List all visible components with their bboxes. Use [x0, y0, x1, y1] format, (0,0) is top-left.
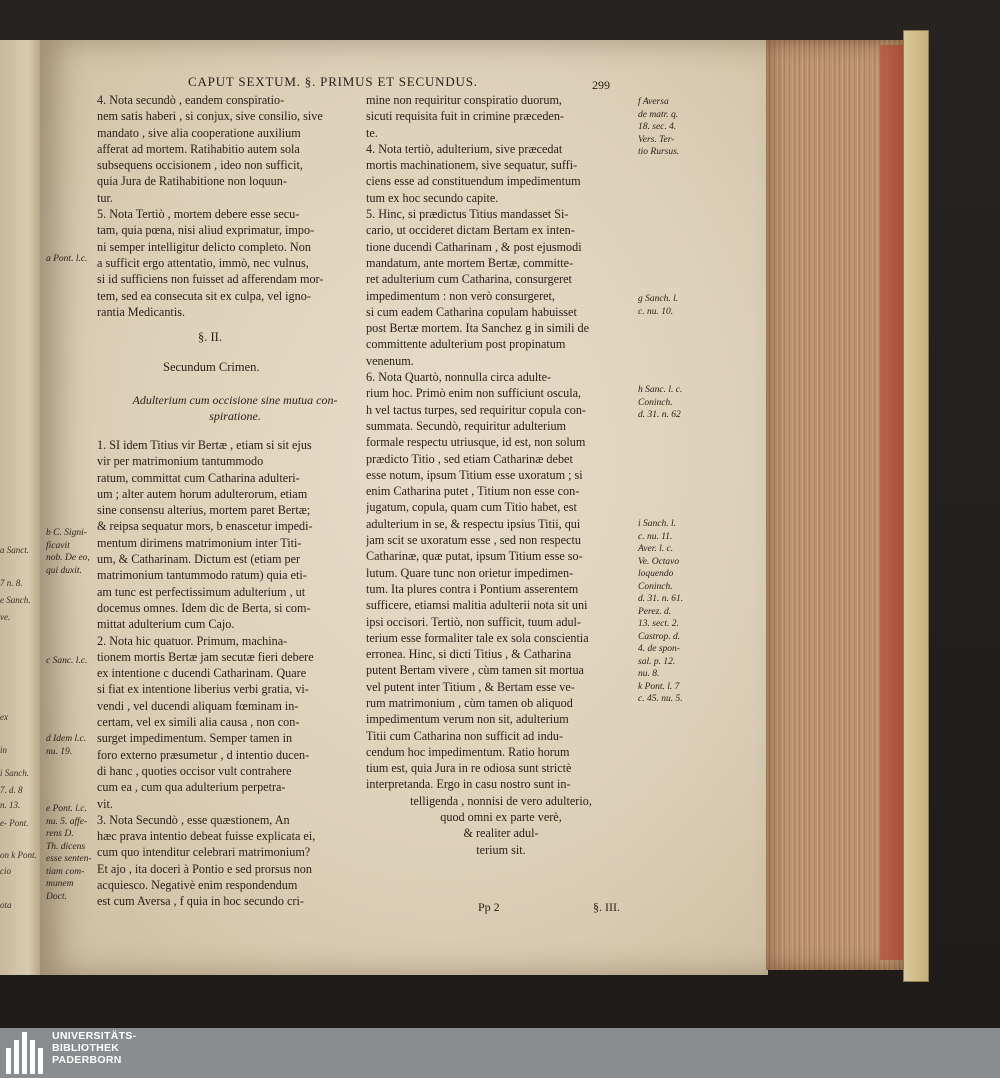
text-line: mandatum, ante mortem Bertæ, committe-	[366, 255, 574, 270]
margin-note-line: nob. De eo,	[46, 553, 90, 563]
margin-note-line: ficavit	[46, 540, 70, 551]
paragraph-2	[97, 633, 357, 812]
margin-note-a	[46, 253, 87, 266]
margin-note-line: 18. sec. 4.	[638, 122, 677, 132]
paragraph-4-right	[366, 141, 636, 206]
text-line: jugatum, copula, quam cum Titio habet, est	[366, 500, 577, 515]
paragraph-5-right	[366, 206, 636, 369]
text-line: ciens esse ad constituendum impedimentum	[366, 174, 581, 189]
margin-note-line: Coninch.	[638, 581, 673, 592]
text-line: tionem mortis Bertæ jam secutæ fieri debere	[97, 649, 314, 664]
text-line: & realiter adul-	[463, 826, 539, 841]
text-line: 5. Nota Tertiò , mortem debere esse secu-	[97, 207, 300, 222]
text-line: sufficere, etiamsi malitia adulterii nota sit uni	[366, 598, 588, 613]
library-name-line1: UNIVERSITÄTS-	[52, 1030, 137, 1042]
text-line: hæc prava intentio debeat fuisse explicata ei,	[97, 829, 316, 844]
text-line: 6. Nota Quartò, nonnulla circa adulte-	[366, 370, 552, 385]
text-line: impedimentum verum non sit, adulterium	[366, 712, 569, 727]
margin-note-line: nu. 8.	[638, 669, 660, 679]
text-line: nem satis haberi , si conjux, sive consilio, sive	[97, 109, 323, 124]
text-line: ret adulterium cum Catharina, consurgeret	[366, 272, 572, 287]
margin-note-line: Perez. d.	[638, 606, 672, 617]
text-line: 5. Hinc, si prædictus Titius mandasset Si-	[366, 207, 569, 222]
signature-mark: Pp 2	[478, 900, 500, 914]
margin-note-line: i Sanch. l.	[638, 519, 676, 529]
facing-page-fragment: 7. d. 8	[0, 785, 23, 795]
text-line: Catharinæ, quæ putat, ipsum Titium esse so-	[366, 549, 583, 564]
margin-note-line: tio Rursus.	[638, 147, 680, 157]
text-line: vel putent inter Titium , & Bertam esse ve-	[366, 679, 575, 694]
text-line: surget impedimentum. Semper tamen in	[97, 731, 293, 746]
text-line: si cum eadem Catharina copulam habuisset	[366, 304, 577, 319]
margin-note-line: b C. Signi-	[46, 528, 87, 538]
text-line: 4. Nota secundò , eandem conspiratio-	[97, 93, 285, 107]
margin-note-line: c Sanc. l.c.	[46, 656, 88, 666]
text-line: erronea. Hinc, si dicti Titius , & Catharina	[366, 647, 572, 662]
text-line: esse notum, ipsum Titium esse uxoratum ; si	[366, 467, 583, 482]
text-line: enim Catharina putet , Titium non esse con-	[366, 484, 580, 499]
text-line: tione ducendi Catharinam , & post ejusmodi	[366, 239, 582, 254]
margin-note-line: f Aversa	[638, 97, 669, 107]
text-line: interpretanda. Ergo in casu nostro sunt in-	[366, 777, 571, 792]
text-line: 1. SI idem Titius vir Bertæ , etiam si sit ejus	[97, 438, 312, 452]
text-line: committente adulterium post propinatum	[366, 337, 566, 352]
margin-note-f	[638, 96, 679, 159]
text-line: prædicto Titio , sed etiam Catharinæ debet	[366, 451, 573, 466]
facing-page-edge	[0, 40, 41, 975]
text-line: adulterium in se, & respectu ipsius Titii, qui	[366, 516, 581, 531]
margin-note-line: Doct.	[46, 891, 67, 902]
margin-note-line: Th. dicens	[46, 841, 86, 852]
margin-note-line: qui duxit.	[46, 565, 82, 576]
paragraph-3	[97, 812, 357, 910]
text-line: foro externo præsumetur , d intentio ducen-	[97, 747, 310, 762]
book-cover-board	[903, 30, 929, 982]
facing-page-fragment: a Sanct.	[0, 545, 29, 555]
text-line: cum ea , cum qua adulterium perpetra-	[97, 780, 286, 795]
text-line: um, & Catharinam. Dictum est (etiam per	[97, 552, 301, 567]
text-line: mittat adulterium cum Cajo.	[97, 617, 235, 632]
facing-page-fragment: 7 n. 8.	[0, 578, 23, 588]
text-line: tum ex hoc secundo capite.	[366, 190, 499, 205]
facing-page-fragment: e- Pont.	[0, 818, 29, 828]
margin-note-line: h Sanc. l. c.	[638, 385, 683, 395]
text-line: tum. Ita plures contra i Pontium asserentem	[366, 581, 579, 596]
margin-note-h	[638, 384, 682, 422]
margin-note-line: Coninch.	[638, 397, 673, 408]
margin-note-line: rens D.	[46, 829, 74, 839]
margin-note-line: loquendo	[638, 569, 674, 579]
text-line: ni semper intelligitur delicto completo. Non	[97, 239, 311, 254]
margin-note-line: d. 31. n. 62	[638, 410, 681, 420]
paragraph-nota-tertio	[97, 206, 357, 320]
facing-page-fragment: i Sanch.	[0, 768, 29, 778]
text-line: ex intentione c ducendi Catharinam. Quare	[97, 666, 307, 681]
paragraph-6-right	[366, 369, 636, 793]
facing-page-fragment: n. 13.	[0, 800, 21, 810]
margin-note-i	[638, 518, 683, 706]
text-line: um ; alter autem horum adulterorum, etiam	[97, 486, 308, 501]
paragraph-nota-secundo	[97, 92, 357, 206]
section-subtitle: Adulterium cum occisione sine mutua con- spiratione.	[132, 393, 338, 423]
paragraph-1	[97, 437, 357, 633]
text-line: terium esse formaliter tale ex sola conscientia	[366, 630, 589, 645]
text-line: ratum, committat cum Catharina adulteri-	[97, 470, 300, 485]
text-line: te.	[366, 125, 378, 140]
text-line: est cum Aversa , f quia in hoc secundo cri-	[97, 894, 304, 909]
text-line: mine non requiritur conspiratio duorum,	[366, 93, 562, 107]
text-line: tam, quia pœna, nisi aliud exprimatur, impo-	[97, 223, 315, 238]
text-line: si fiat ex intentione liberius verbi gratia, vi-	[97, 682, 309, 697]
margin-note-d	[46, 733, 86, 758]
text-line: afferat ad mortem. Ratihabitio autem sola	[97, 141, 300, 156]
text-line: vit.	[97, 796, 113, 811]
margin-note-b	[46, 527, 90, 577]
facing-page-fragment: cio	[0, 866, 11, 876]
margin-note-line: Aver. l. c.	[638, 544, 674, 554]
text-line: sine consensu alterius, mortem paret Bertæ;	[97, 503, 311, 518]
text-line: post Bertæ mortem. Ita Sanchez g in simili de	[366, 321, 590, 336]
margin-note-line: 13. sect. 2.	[638, 619, 679, 629]
text-line: am tunc est perfectissimum adulterium , ut	[97, 584, 306, 599]
facing-page-fragment: on k Pont.	[0, 850, 37, 860]
margin-note-g	[638, 293, 678, 318]
margin-note-line: nu. 5. affe-	[46, 816, 88, 827]
text-line: impedimentum : non verò consurgeret,	[366, 288, 555, 303]
margin-note-line: k Pont. l. 7	[638, 681, 680, 692]
text-line: 3. Nota Secundò , esse quæstionem, An	[97, 812, 290, 827]
library-name	[52, 1030, 136, 1066]
margin-note-line: g Sanch. l.	[638, 294, 679, 304]
paragraph-ending	[366, 793, 636, 858]
library-name-line2: BIBLIOTHEK	[52, 1042, 120, 1054]
text-line: ipsi occisori. Tertiò, non sufficit, tuum adul-	[366, 614, 581, 629]
facing-page-fragment: ex	[0, 712, 8, 722]
text-line: cendum hoc impedimentum. Ratio horum	[366, 744, 570, 759]
text-line: formale respectu utriusque, id est, non solum	[366, 435, 586, 450]
text-line: cum quo intenditur celebrari matrimonium?	[97, 845, 311, 860]
paragraph-continuation	[366, 92, 636, 141]
text-line: subsequens occisionem , ideo non sufficit,	[97, 158, 303, 173]
library-logo-icon	[6, 1032, 44, 1074]
right-column	[366, 92, 636, 858]
left-column	[97, 92, 357, 320]
margin-note-line: a Pont. l.c.	[46, 254, 88, 264]
margin-note-c	[46, 655, 87, 668]
text-line: certam, vel ex simili alia causa , non con-	[97, 715, 300, 730]
text-line: matrimonium tantummodo ratum) quia eti-	[97, 568, 307, 583]
margin-note-line: Castrop. d.	[638, 631, 681, 642]
text-line: Titii cum Catharina non sufficit ad indu-	[366, 728, 564, 743]
margin-note-line: Vers. Ter-	[638, 134, 675, 145]
text-line: tur.	[97, 190, 113, 205]
text-line: quia Jura de Ratihabitione non loquun-	[97, 174, 287, 189]
margin-note-line: tiam com-	[46, 866, 85, 877]
text-line: venenum.	[366, 353, 414, 368]
text-line: lutum. Quare tunc non orietur impedimen-	[366, 565, 574, 580]
margin-note-line: c. nu. 10.	[638, 306, 674, 317]
margin-note-line: esse senten-	[46, 854, 92, 864]
text-line: telligenda , nonnisi de vero adulterio,	[410, 793, 592, 808]
text-line: Et ajo , ita doceri à Pontio e sed prorsus non	[97, 861, 312, 876]
facing-page-fragment: e Sanch.	[0, 595, 31, 605]
margin-note-line: e Pont. l.c.	[46, 804, 87, 814]
text-line: quod omni ex parte verè,	[440, 810, 562, 825]
text-line: putent Bertam vivere , cùm tamen sit mortua	[366, 663, 584, 678]
text-line: 2. Nota hic quatuor. Primum, machina-	[97, 633, 288, 648]
margin-note-line: sal. p. 12.	[638, 656, 676, 667]
section-title: Secundum Crimen.	[163, 360, 260, 374]
section-mark: §. II.	[198, 330, 222, 344]
text-line: jam scit se uxoratum esse , sed non respectu	[366, 533, 581, 548]
running-title: CAPUT SEXTUM. §. PRIMUS ET SECUNDUS.	[188, 74, 478, 89]
margin-note-line: d. 31. n. 61.	[638, 594, 684, 604]
text-line: vir per matrimonium tantummodo	[97, 454, 264, 469]
text-line: h vel tactus turpes, sed requiritur copula con-	[366, 402, 586, 417]
text-line: si id sufficiens non fuisset ad afferendam mor-	[97, 272, 324, 287]
margin-note-line: 4. de spon-	[638, 644, 680, 654]
facing-page-fragment: ota	[0, 900, 12, 910]
text-line: 4. Nota tertiò, adulterium, sive præcedat	[366, 141, 563, 156]
text-line: rum matrimonium , cùm tamen ob aliquod	[366, 695, 573, 710]
margin-note-e	[46, 803, 92, 903]
margin-note-line: nu. 19.	[46, 746, 73, 757]
facing-page-fragment: ve.	[0, 612, 11, 622]
library-name-line3: PADERBORN	[52, 1054, 122, 1066]
facing-page-fragment: in	[0, 745, 8, 755]
text-line: docemus omnes. Idem dic de Berta, si com-	[97, 600, 311, 615]
text-line: sicuti requisita fuit in crimine præceden-	[366, 109, 564, 124]
catchword: §. III.	[593, 900, 620, 914]
text-line: mortis machinationem, sive sequatur, suffi-	[366, 158, 578, 173]
margin-note-line: c. nu. 11.	[638, 531, 673, 542]
margin-note-line: Ve. Octavo	[638, 556, 680, 567]
text-line: acquiesco. Negativè enim respondendum	[97, 878, 298, 893]
library-banner	[0, 1028, 1000, 1078]
text-line: di hanc , quoties occisor vult contrahere	[97, 763, 292, 778]
text-line: & reipsa sequatur mors, b enascetur impedi-	[97, 519, 313, 534]
text-line: tium est, quia Jura in re odiosa sunt strictè	[366, 761, 572, 776]
text-line: terium sit.	[476, 842, 526, 857]
margin-note-line: d Idem l.c.	[46, 734, 87, 744]
text-line: tem, sed ea consecuta sit ex culpa, vel igno-	[97, 288, 311, 303]
text-line: a sufficit ergo attentatio, immò, nec vulnus,	[97, 255, 309, 270]
text-line: mentum dirimens matrimonium inter Titi-	[97, 535, 302, 550]
text-line: vendi , vel ducendi aliquam fœminam in-	[97, 698, 299, 713]
page-number: 299	[592, 78, 610, 92]
text-line: summata. Secundò, requiritur adulterium	[366, 418, 567, 433]
margin-note-line: de matr. q.	[638, 109, 679, 120]
text-line: cario, ut occideret dictam Bertam ex inten-	[366, 223, 575, 238]
text-line: rium hoc. Primò enim non sufficiunt oscula,	[366, 386, 582, 401]
margin-note-line: munem	[46, 879, 74, 889]
margin-note-line: c. 45. nu. 5.	[638, 694, 683, 704]
text-line: rantia Medicantis.	[97, 304, 185, 319]
text-line: mandato , sive alia cooperatione auxilium	[97, 125, 301, 140]
left-column-lower	[97, 437, 357, 910]
